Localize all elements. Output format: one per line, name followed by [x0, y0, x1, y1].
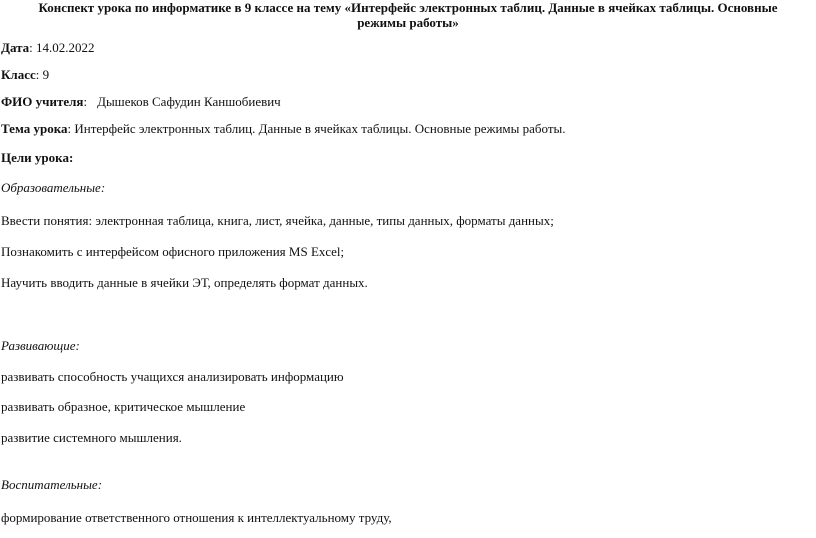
topic-line: [1, 121, 566, 137]
title-line-2: режимы работы»: [357, 15, 459, 30]
date-value: 14.02.2022: [36, 40, 95, 55]
grade-colon: :: [35, 67, 43, 82]
title-line-1: Конспект урока по информатике в 9 классе на тему «Интерфейс электронных таблиц. Данные в ячейках таблицы. Основные: [38, 0, 778, 15]
teacher-value: Дышеков Сафудин Каншобиевич: [97, 94, 281, 109]
date-colon: :: [29, 40, 37, 55]
teacher-label: ФИО учителя: [1, 94, 84, 109]
topic-label: Тема урока: [1, 121, 68, 136]
developing-item-1: развивать способность учащихся анализировать информацию: [1, 369, 344, 384]
date-line: [1, 40, 95, 56]
teacher-line: [1, 94, 281, 110]
educational-item-3: Научить вводить данные в ячейки ЭТ, определять формат данных.: [1, 275, 368, 290]
goals-heading: Цели урока:: [1, 150, 74, 165]
developing-item-3: развитие системного мышления.: [1, 430, 182, 445]
developing-heading: Развивающие:: [1, 338, 80, 353]
educational-item-2: Познакомить с интерфейсом офисного приложения MS Excel;: [1, 244, 345, 259]
upbringing-item-1: формирование ответственного отношения к интеллектуальному труду,: [1, 510, 392, 525]
date-label: Дата: [1, 40, 30, 55]
grade-line: [1, 67, 49, 83]
educational-item-1: Ввести понятия: электронная таблица, книга, лист, ячейка, данные, типы данных, форматы данных;: [1, 213, 554, 228]
topic-colon: :: [67, 121, 75, 136]
developing-item-2: развивать образное, критическое мышление: [1, 399, 246, 414]
topic-value: Интерфейс электронных таблиц. Данные в ячейках таблицы. Основные режимы работы.: [74, 121, 566, 136]
teacher-colon: :: [83, 94, 88, 109]
educational-heading: Образовательные:: [1, 180, 106, 195]
grade-label: Класс: [1, 67, 36, 82]
grade-value: 9: [42, 67, 50, 82]
upbringing-heading: Воспитательные:: [1, 477, 103, 492]
document-title: [0, 0, 816, 30]
